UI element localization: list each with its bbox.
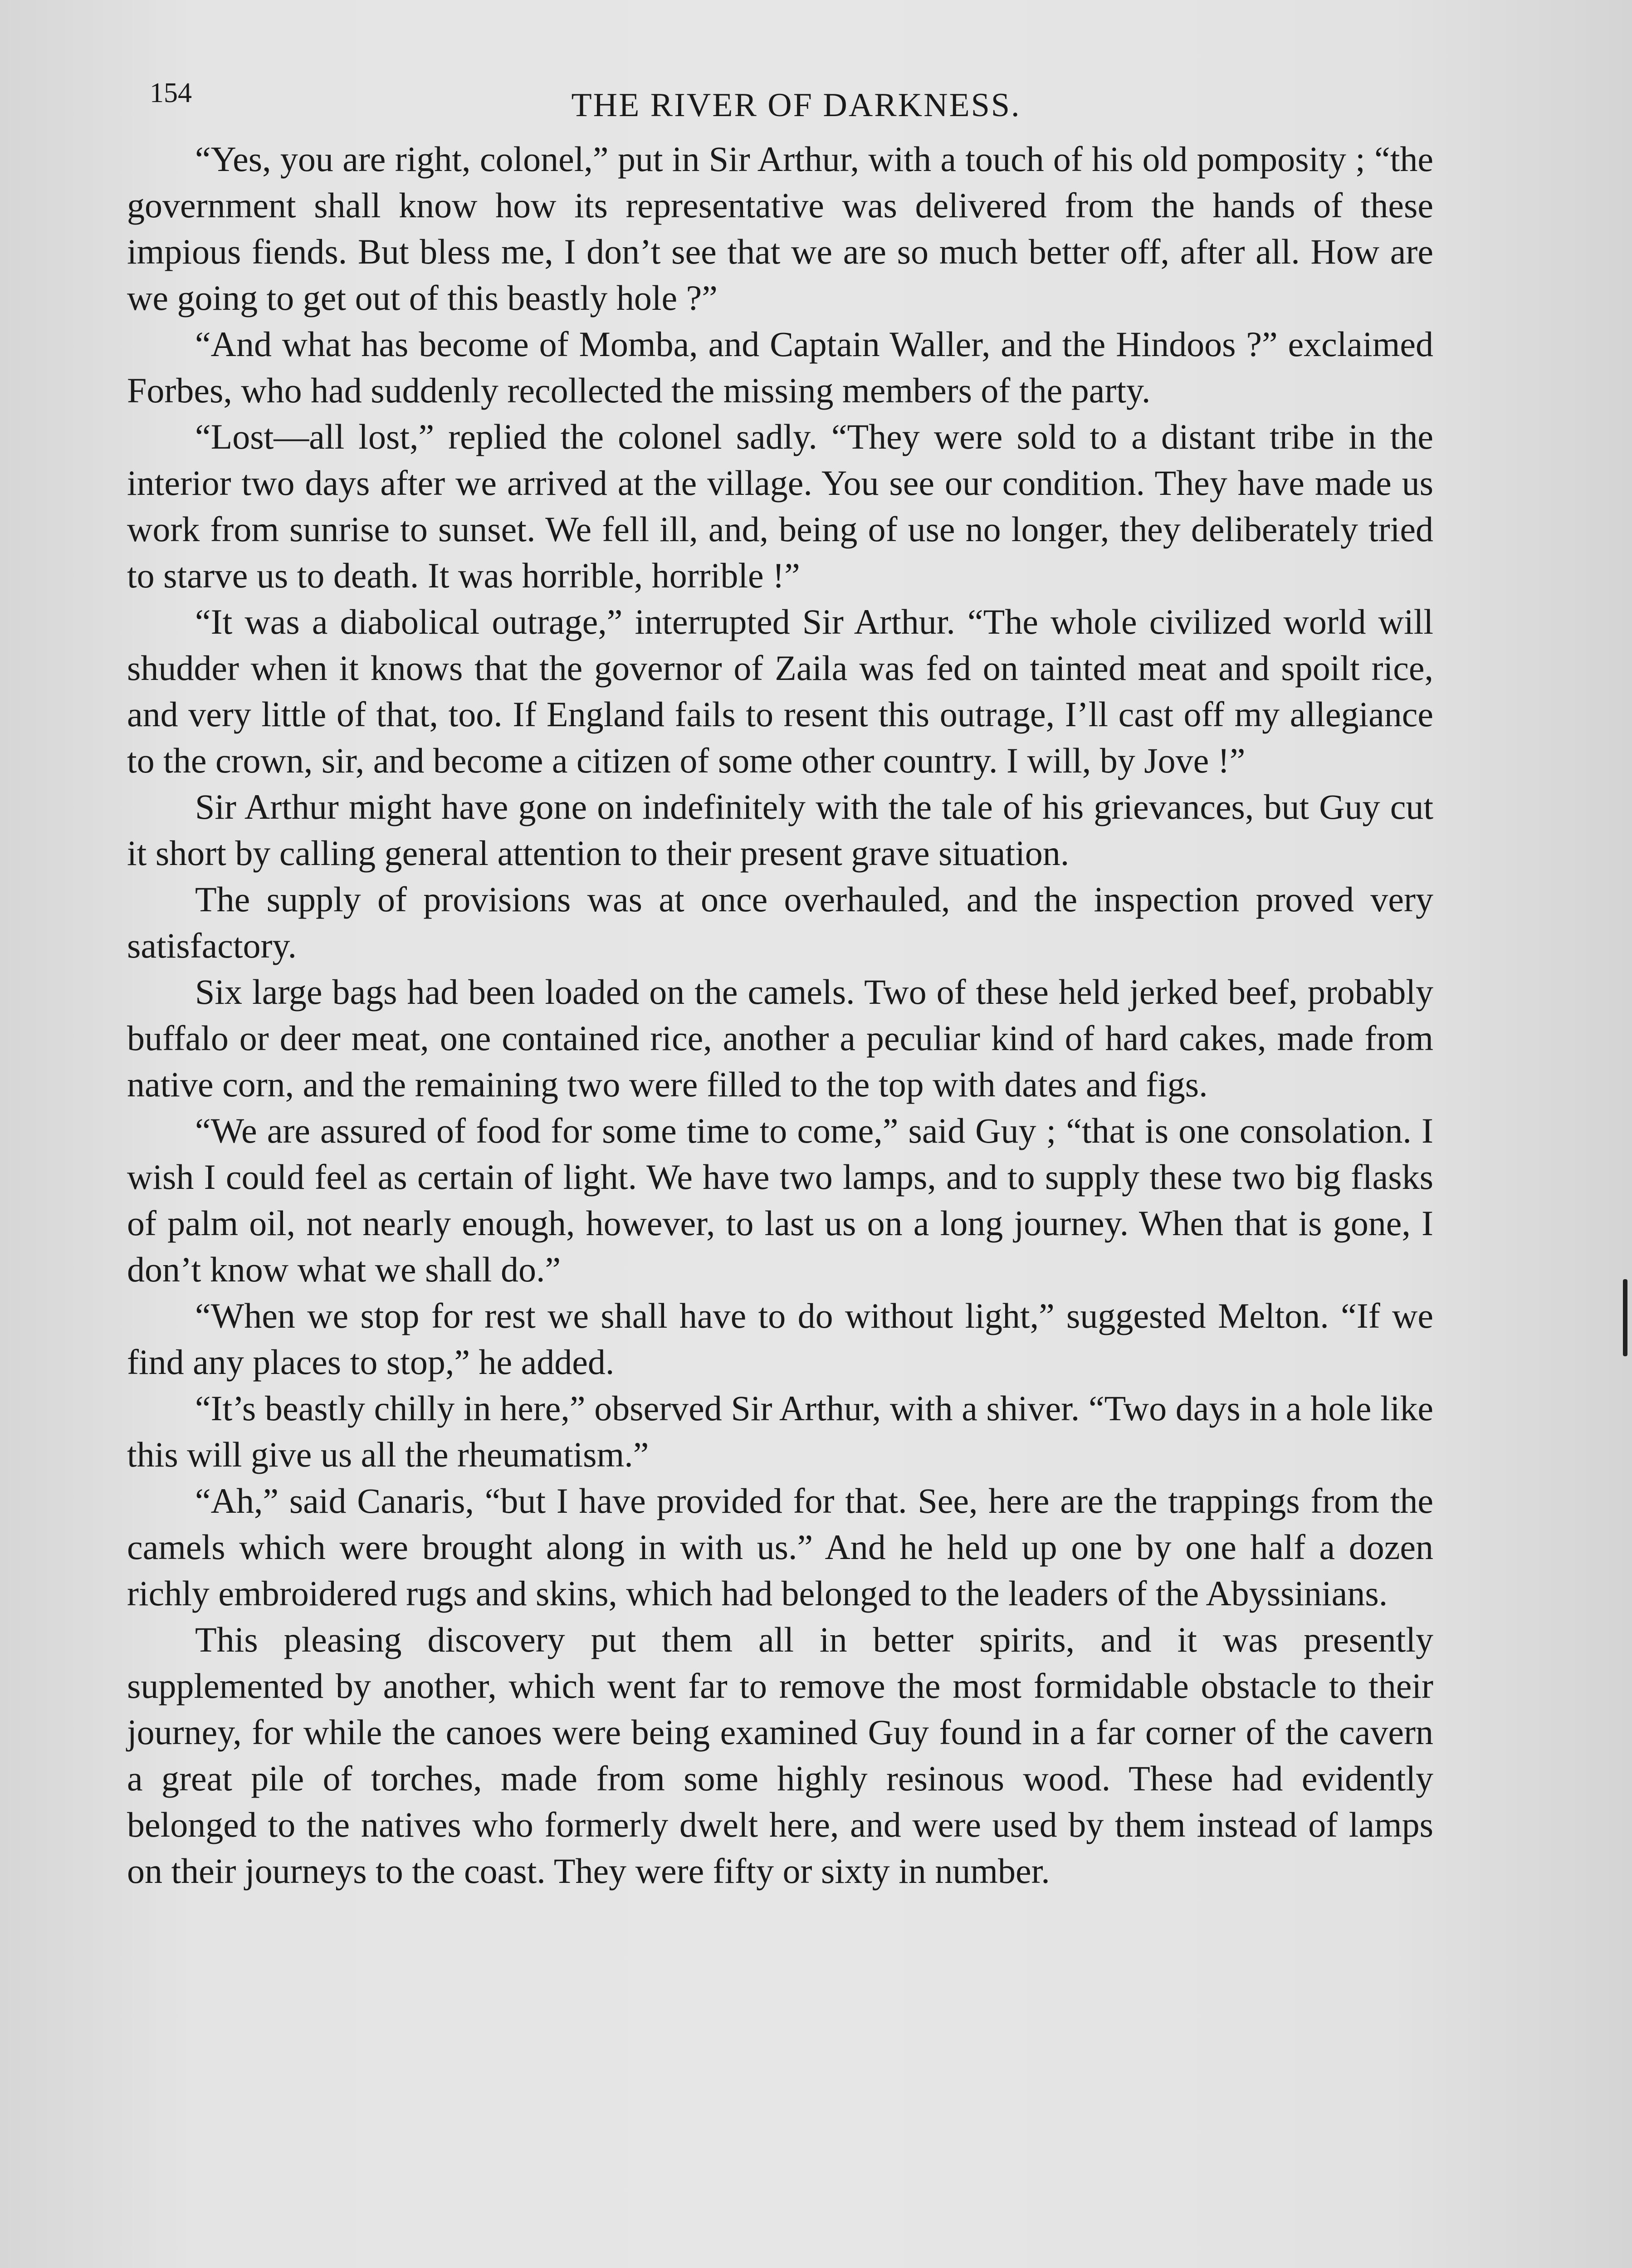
paragraph: The supply of provisions was at once overhauled, and the inspection proved very satisfactory. bbox=[127, 880, 1433, 965]
paragraph: “Lost—all lost,” replied the colonel sadly. “They were sold to a distant tribe in the interior two days after we arrived at the village. You see our condition. They have made us work from sunrise to sunset. We fell ill, and, being of use no longer, they deliberately tried to starve us to death. It was horrible, horrible !” bbox=[127, 417, 1433, 595]
page-edge-mark bbox=[1623, 1279, 1627, 1356]
paragraph: “And what has become of Momba, and Captain Waller, and the Hindoos ?” exclaimed Forbes, who had suddenly recollected the missing members of the party. bbox=[127, 324, 1433, 410]
paragraph: “It’s beastly chilly in here,” observed Sir Arthur, with a shiver. “Two days in a hole like this will give us all the rheumatism.” bbox=[127, 1388, 1433, 1474]
page-header bbox=[150, 68, 1442, 132]
paragraph: Six large bags had been loaded on the camels. Two of these held jerked beef, probably buffalo or deer meat, one contained rice, another a peculiar kind of hard cakes, made from native corn, and the remaining two were filled to the top with dates and figs. bbox=[127, 972, 1433, 1104]
paragraph: “Yes, you are right, colonel,” put in Sir Arthur, with a touch of his old pomposity ; “the government shall know how its representative was delivered from the hands of these impious fiends. But bless me, I don’t see that we are so much better off, after all. How are we going to get out of this beastly hole ?” bbox=[127, 139, 1433, 318]
page-number: 154 bbox=[150, 78, 192, 108]
running-head: THE RIVER OF DARKNESS. bbox=[571, 87, 1021, 124]
paragraph: “When we stop for rest we shall have to do without light,” suggested Melton. “If we find any places to stop,” he added. bbox=[127, 1296, 1433, 1382]
paragraph: Sir Arthur might have gone on indefinitely with the tale of his grievances, but Guy cut it short by calling general attention to their present grave situation. bbox=[127, 787, 1433, 873]
paragraph: “It was a diabolical outrage,” interrupted Sir Arthur. “The whole civilized world will shudder when it knows that the governor of Zaila was fed on tainted meat and spoilt rice, and very little of that, too. If England fails to resent this outrage, I’ll cast off my allegiance to the crown, sir, and become a citizen of some other country. I will, by Jove !” bbox=[127, 602, 1433, 780]
paragraph: This pleasing discovery put them all in better spirits, and it was presently supplemented by another, which went far to remove the most formidable obstacle to their journey, for while the canoes were being examined Guy found in a far corner of the cavern a great pile of torches, made from some highly resinous wood. These had evidently belonged to the natives who formerly dwelt here, and were used by them instead of lamps on their journeys to the coast. They were fifty or sixty in number. bbox=[127, 1620, 1433, 1891]
text-body bbox=[127, 136, 1433, 1894]
paragraph: “Ah,” said Canaris, “but I have provided for that. See, here are the trappings from the camels which were brought along in with us.” And he held up one by one half a dozen richly embroidered rugs and skins, which had belonged to the leaders of the Abyssinians. bbox=[127, 1481, 1433, 1613]
paragraph: “We are assured of food for some time to come,” said Guy ; “that is one consolation. I wish I could feel as certain of light. We have two lamps, and to supply these two big flasks of palm oil, not nearly enough, however, to last us on a long journey. When that is gone, I don’t know what we shall do.” bbox=[127, 1111, 1433, 1289]
